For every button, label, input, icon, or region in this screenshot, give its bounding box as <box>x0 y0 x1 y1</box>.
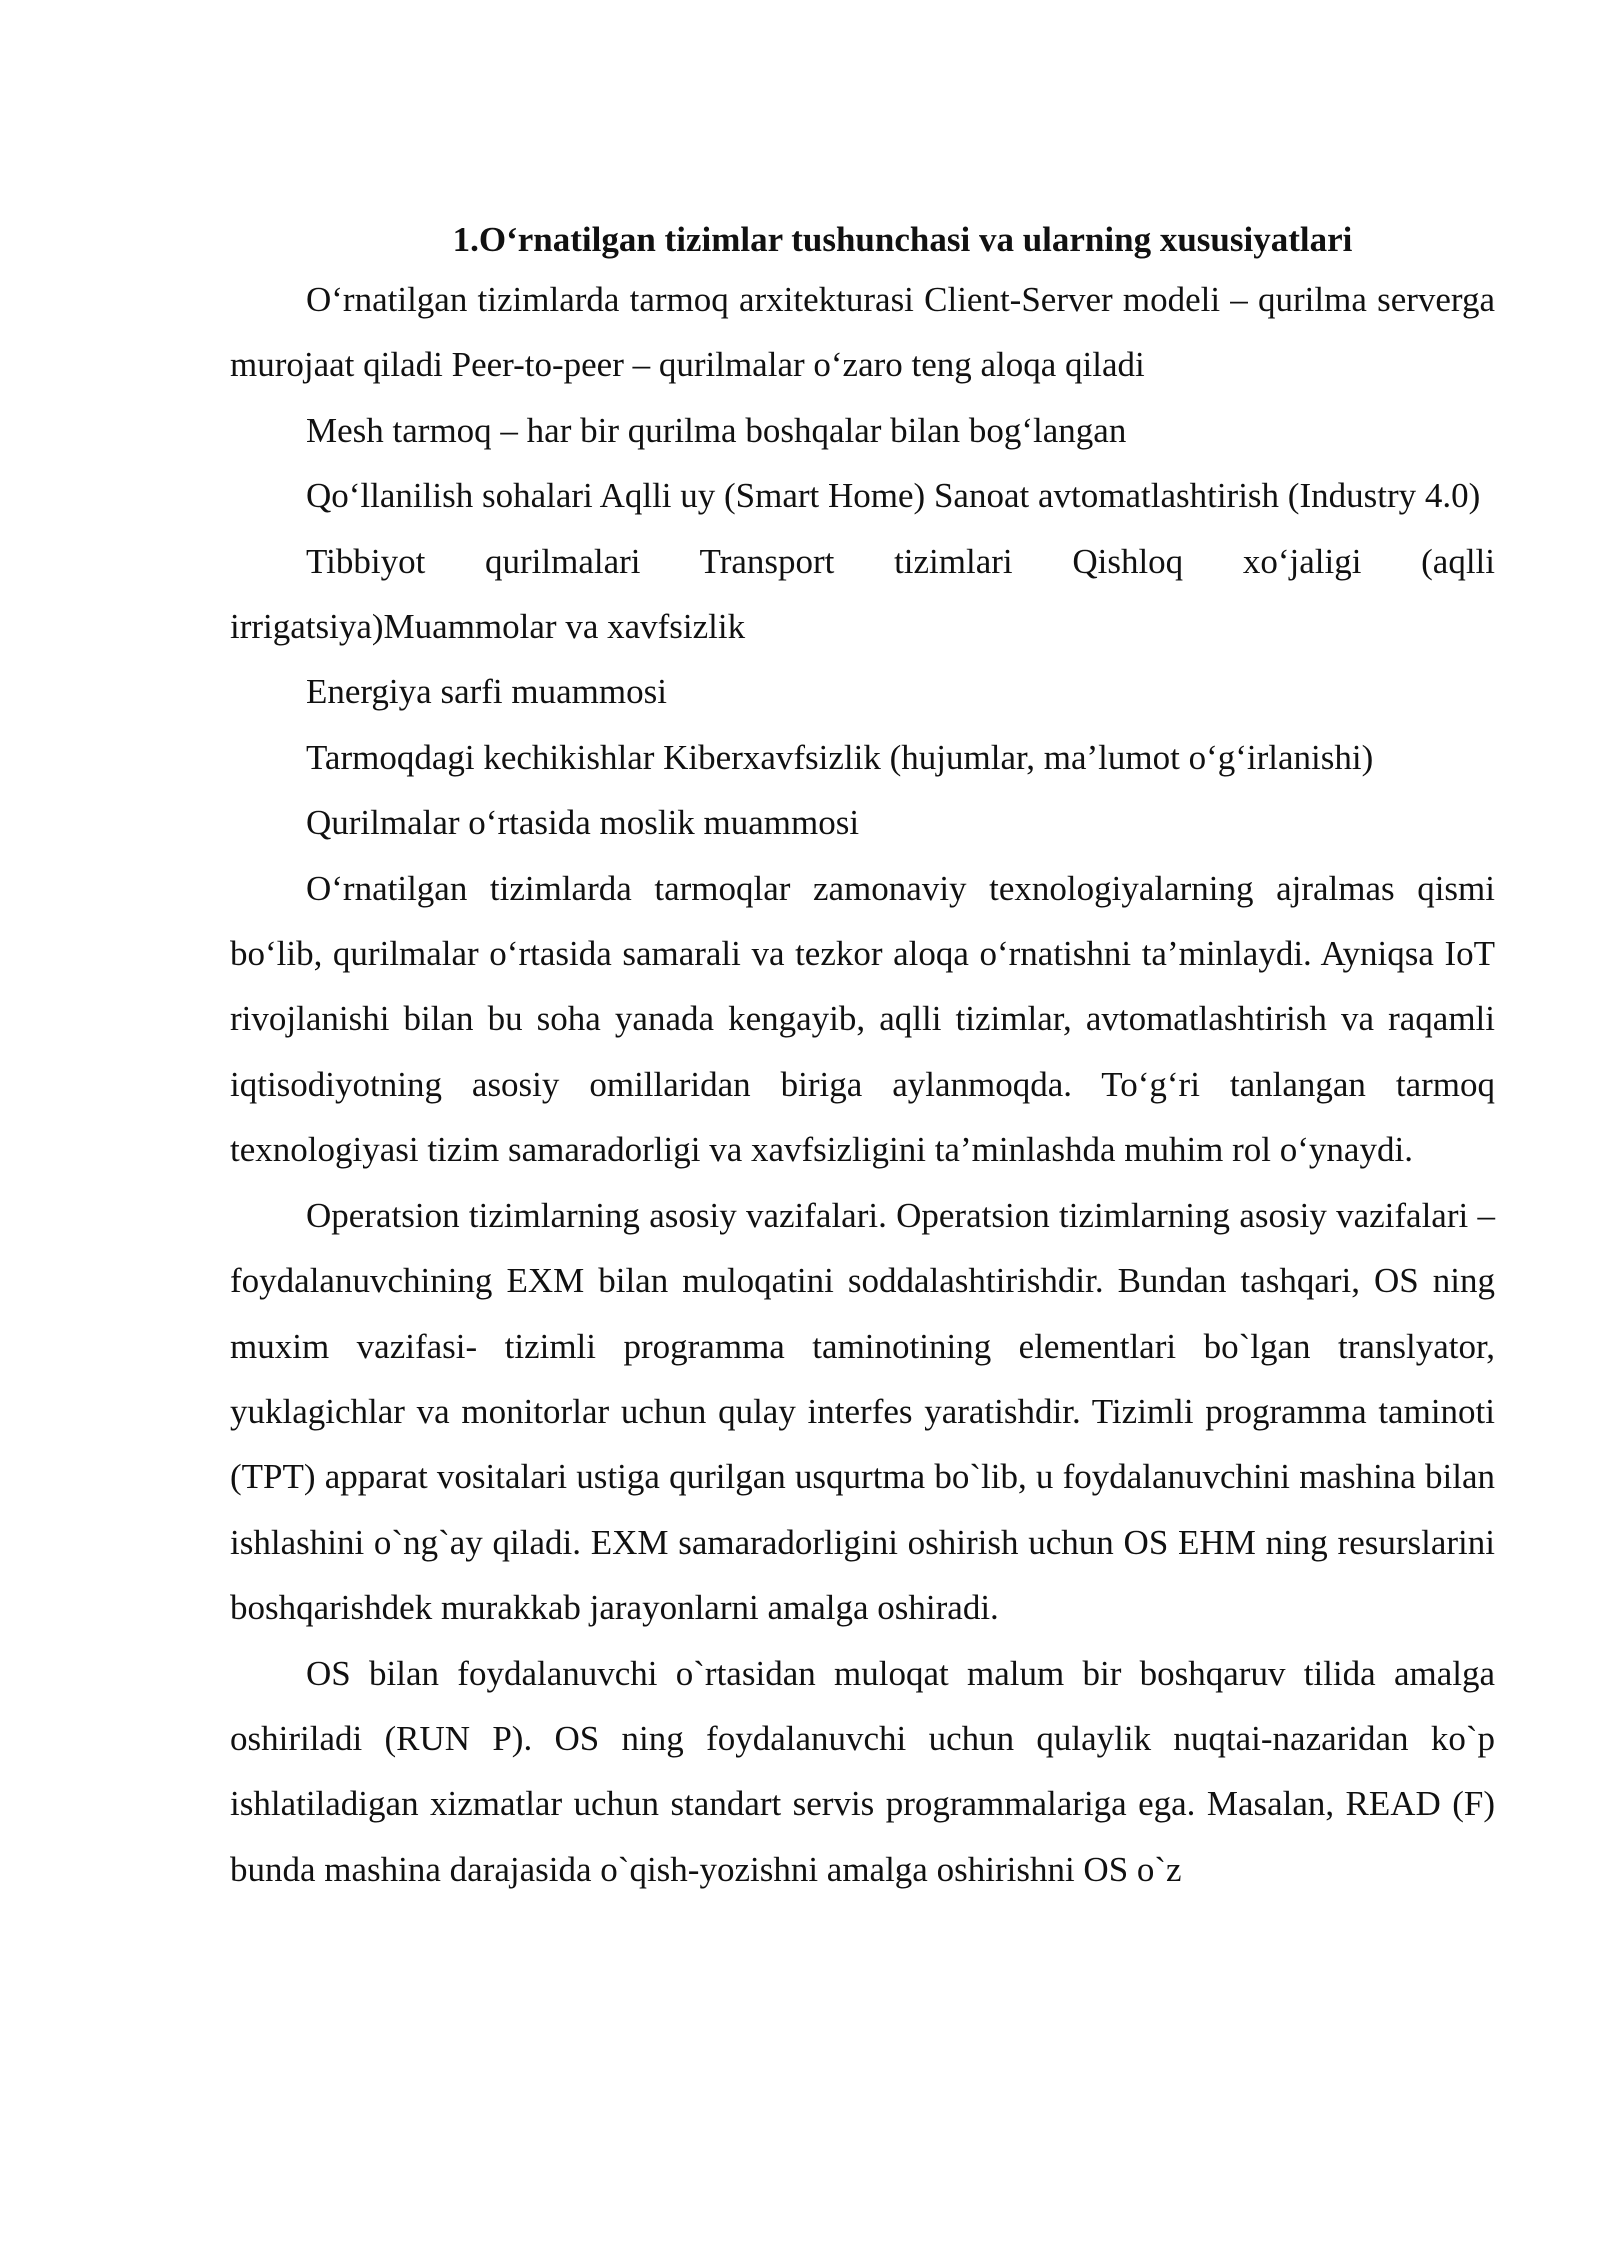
paragraph-network-delays: Tarmoqdagi kechikishlar Kiberxavfsizlik (hujumlar, ma’lumot o‘g‘irlanishi) <box>306 737 1374 777</box>
paragraph-os-main-functions: Operatsion tizimlarning asosiy vazifalari. Operatsion tizimlarning asosiy vazifalari – foydalanuvchining EXM bilan muloqatini soddalashtirishdir. Bundan tashqari, OS ning muxim vazifasi- tizimli programma taminotining elementlari bo`lgan translyator, yuklagichlar va monitorlar uchun qulay interfes yaratishdir. Tizimli programma taminoti (TPT) apparat vositalari ustiga qurilgan usqurtma bo`lib, u foydalanuvchini mashina bilan ishlashini o`ng`ay qiladi. EXM samaradorligini oshirish uchun OS EHM ning resurslarini boshqarishdek murakkab jarayonlarni amalga oshiradi. <box>230 1195 1495 1628</box>
paragraph-medical-transport: Tibbiyot qurilmalari Transport tizimlari Qishloq xo‘jaligi (aqlli irrigatsiya)Muammolar va xavfsizlik <box>230 541 1495 647</box>
paragraph-mesh-network: Mesh tarmoq – har bir qurilma boshqalar bilan bog‘langan <box>306 410 1127 450</box>
paragraph-application-areas: Qo‘llanilish sohalari Aqlli uy (Smart Home) Sanoat avtomatlashtirish (Industry 4.0) <box>306 476 1481 516</box>
document-title: 1.O‘rnatilgan tizimlar tushunchasi va ularning xususiyatlari <box>452 220 1353 259</box>
paragraph-energy-problem: Energiya sarfi muammosi <box>306 672 667 712</box>
paragraph-os-user-dialog: OS bilan foydalanuvchi o`rtasidan muloqat malum bir boshqaruv tilida amalga oshiriladi (RUN P). OS ning foydalanuvchi uchun qulaylik nuqtai-nazaridan ko`p ishlatiladigan xizmatlar uchun standart servis programmalariga ega. Masalan, READ (F) bunda mashina darajasida o`qish-yozishni amalga oshirishni OS o`z <box>230 1653 1495 1889</box>
document-body <box>230 213 1495 1902</box>
paragraph-network-architecture: O‘rnatilgan tizimlarda tarmoq arxitekturasi Client-Server modeli – qurilma serverga murojaat qiladi Peer-to-peer – qurilmalar o‘zaro teng aloqa qiladi <box>230 280 1495 385</box>
paragraph-compatibility: Qurilmalar o‘rtasida moslik muammosi <box>306 803 860 843</box>
paragraph-embedded-networks-summary: O‘rnatilgan tizimlarda tarmoqlar zamonaviy texnologiyalarning ajralmas qismi bo‘lib, qurilmalar o‘rtasida samarali va tezkor aloqa o‘rnatishni ta’minlaydi. Ayniqsa IoT rivojlanishi bilan bu soha yanada kengayib, aqlli tizimlar, avtomatlashtirish va raqamli iqtisodiyotning asosiy omillaridan biriga aylanmoqda. To‘g‘ri tanlangan tarmoq texnologiyasi tizim samaradorligi va xavfsizligini ta’minlashda muhim rol o‘ynaydi. <box>230 868 1495 1170</box>
